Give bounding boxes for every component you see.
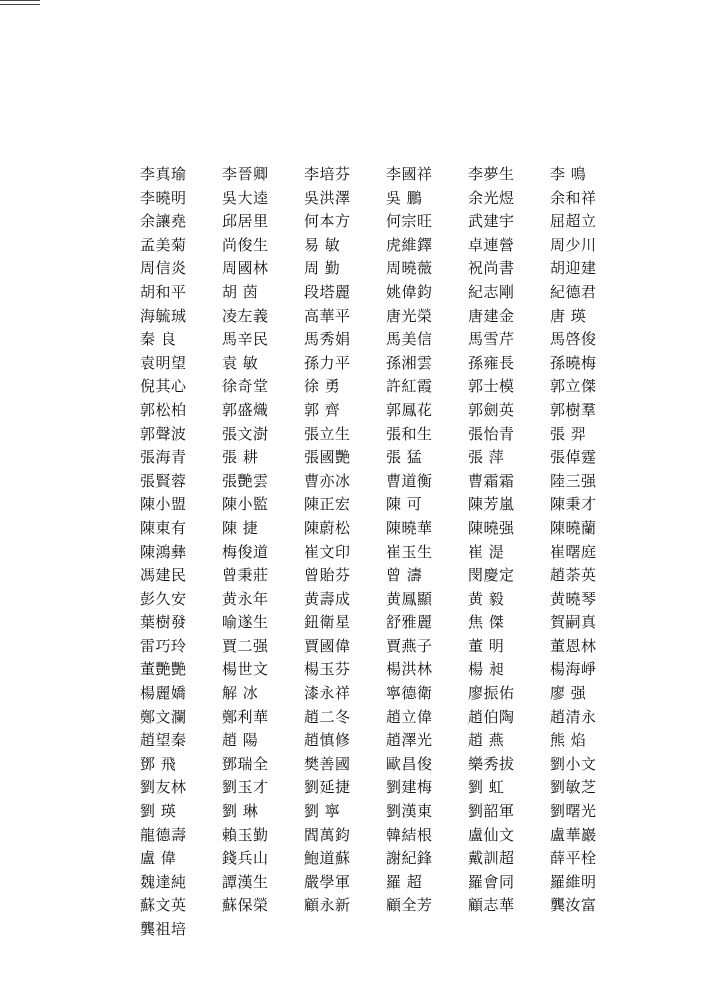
contributor-name: 馬啓俊 [550,330,597,349]
contributor-name: 郭樹羣 [550,400,597,419]
contributor-name: 劉友林 [140,778,187,797]
contributor-name: 高華平 [304,306,351,325]
contributor-name: 張和生 [386,424,433,443]
contributor-name: 龔汝富 [550,896,597,915]
contributor-name: 張 萍 [468,448,505,467]
contributor-name: 張 猛 [386,448,423,467]
contributor-name: 周少川 [550,235,597,254]
name-list-grid [140,163,632,942]
contributor-name: 秦 良 [140,330,177,349]
contributor-name: 梅俊道 [222,542,269,561]
contributor-name: 胡 茵 [222,282,259,301]
contributor-name: 段塔麗 [304,282,351,301]
contributor-name: 歐昌俊 [386,754,433,773]
contributor-name: 武建宇 [468,212,515,231]
contributor-name: 解 冰 [222,684,259,703]
contributor-name: 李真瑜 [140,165,187,183]
contributor-name: 趙立偉 [386,707,433,726]
contributor-name: 陳曉强 [468,518,515,537]
contributor-name: 羅 超 [386,872,423,891]
contributor-name: 曾貽芬 [304,566,351,585]
contributor-name: 趙望秦 [140,731,187,750]
contributor-name: 馮建民 [140,566,187,585]
contributor-name: 凌左義 [222,306,269,325]
contributor-name: 譚漢生 [222,872,269,891]
contributor-name: 鄧瑞全 [222,754,269,773]
contributor-name: 易 敏 [304,235,341,254]
contributor-name: 唐建金 [468,306,515,325]
contributor-name: 劉韶軍 [468,802,515,821]
contributor-name: 閻萬鈞 [304,825,351,844]
contributor-name: 祝尚書 [468,259,515,278]
contributor-name: 張立生 [304,424,351,443]
contributor-name: 龔祖培 [140,920,187,938]
contributor-name: 卓連營 [468,235,515,254]
contributor-name: 黄壽成 [304,589,351,608]
contributor-name: 馬秀娟 [304,330,351,349]
contributor-name: 虎維鐸 [386,235,433,254]
contributor-name: 張賢蓉 [140,471,187,490]
contributor-name: 賈國偉 [304,636,351,655]
contributor-name: 趙 陽 [222,731,259,750]
contributor-name: 陳正宏 [304,495,351,514]
contributor-name: 盧仙文 [468,825,515,844]
contributor-name: 鈕衛星 [304,613,351,632]
contributor-name: 郭盛熾 [222,400,269,419]
contributor-name: 周國林 [222,259,269,278]
contributor-name: 楊玉芬 [304,660,351,679]
scan-corner-mark [0,0,40,5]
contributor-name: 吳洪澤 [304,188,351,207]
contributor-name: 樂秀拔 [468,754,515,773]
contributor-name: 廖振佑 [468,684,515,703]
contributor-name: 廖 强 [550,684,587,703]
contributor-name: 喻遂生 [222,613,269,632]
contributor-name: 張 耕 [222,448,259,467]
contributor-name: 曹亦冰 [304,471,351,490]
contributor-name: 鄭利華 [222,707,269,726]
contributor-name: 劉延捷 [304,778,351,797]
contributor-name: 賴玉勤 [222,825,269,844]
contributor-name: 曾 濤 [386,566,423,585]
contributor-name: 顧全芳 [386,896,433,915]
contributor-name: 余和祥 [550,188,597,207]
contributor-name: 郭士模 [468,377,515,396]
contributor-name: 周 勤 [304,259,341,278]
contributor-name: 楊海崢 [550,660,597,679]
contributor-name: 趙澤光 [386,731,433,750]
contributor-name: 趙清永 [550,707,597,726]
contributor-name: 韓結根 [386,825,433,844]
contributor-name: 黄永年 [222,589,269,608]
contributor-name: 陳東有 [140,518,187,537]
contributor-name: 閔慶定 [468,566,515,585]
contributor-name: 張海青 [140,448,187,467]
contributor-name: 趙二冬 [304,707,351,726]
contributor-name: 余光煜 [468,188,515,207]
contributor-name: 雷巧玲 [140,636,187,655]
contributor-name: 劉建梅 [386,778,433,797]
contributor-name: 賀嗣真 [550,613,597,632]
contributor-name: 紀德君 [550,282,597,301]
contributor-name: 董恩林 [550,636,597,655]
contributor-name: 余讓堯 [140,212,187,231]
contributor-name: 袁 敏 [222,353,259,372]
contributor-name: 胡迎建 [550,259,597,278]
contributor-name: 海毓珹 [140,306,187,325]
contributor-name: 陳曉華 [386,518,433,537]
contributor-name: 蘇保榮 [222,896,269,915]
contributor-name: 陳 捷 [222,518,259,537]
contributor-name: 陸三强 [550,471,597,490]
contributor-name: 董 明 [468,636,505,655]
contributor-name: 陳鴻彝 [140,542,187,561]
contributor-name: 孫湘雲 [386,353,433,372]
contributor-name: 馬雪芹 [468,330,515,349]
contributor-name: 趙荼英 [550,566,597,585]
contributor-name: 盧華巖 [550,825,597,844]
contributor-name: 陳曉蘭 [550,518,597,537]
contributor-name: 張 羿 [550,424,587,443]
contributor-name: 孟美菊 [140,235,187,254]
contributor-name: 張文澍 [222,424,269,443]
contributor-name: 吳 鵬 [386,188,423,207]
contributor-name: 李夢生 [468,165,515,183]
contributor-name: 鮑道蘇 [304,849,351,868]
contributor-name: 劉漢東 [386,802,433,821]
contributor-name: 周曉薇 [386,259,433,278]
contributor-name: 崔文印 [304,542,351,561]
contributor-name: 顧志華 [468,896,515,915]
contributor-name: 孫曉梅 [550,353,597,372]
contributor-name: 崔 湜 [468,542,505,561]
contributor-name: 尚俊生 [222,235,269,254]
contributor-name: 張國艷 [304,448,351,467]
contributor-name: 龍德壽 [140,825,187,844]
contributor-name: 徐奇堂 [222,377,269,396]
contributor-name: 紀志剛 [468,282,515,301]
contributor-name: 寧德衛 [386,684,433,703]
contributor-name: 張艷雲 [222,471,269,490]
contributor-name: 曹道衡 [386,471,433,490]
contributor-name: 郭 齊 [304,400,341,419]
contributor-name: 戴訓超 [468,849,515,868]
contributor-name: 趙慎修 [304,731,351,750]
contributor-name: 崔玉生 [386,542,433,561]
contributor-name: 葉樹發 [140,613,187,632]
contributor-name: 唐 瑛 [550,306,587,325]
contributor-name: 羅維明 [550,872,597,891]
contributor-name: 劉 虹 [468,778,505,797]
contributor-name: 賈二强 [222,636,269,655]
contributor-name: 劉 琳 [222,802,259,821]
contributor-name: 劉 寧 [304,802,341,821]
contributor-name: 彭久安 [140,589,187,608]
contributor-name: 薛平栓 [550,849,597,868]
contributor-name: 黄 毅 [468,589,505,608]
contributor-name: 黄鳳顯 [386,589,433,608]
contributor-name: 邱居里 [222,212,269,231]
contributor-name: 劉小文 [550,754,597,773]
contributor-name: 楊麗嬌 [140,684,187,703]
contributor-name: 嚴學軍 [304,872,351,891]
contributor-name: 劉玉才 [222,778,269,797]
contributor-name: 周信炎 [140,259,187,278]
contributor-name: 何宗旺 [386,212,433,231]
contributor-name: 陳小監 [222,495,269,514]
contributor-name: 劉 瑛 [140,802,177,821]
contributor-name: 李晉卿 [222,165,269,183]
contributor-name: 郭聲波 [140,424,187,443]
contributor-name: 楊洪林 [386,660,433,679]
contributor-name: 李培芬 [304,165,351,183]
contributor-name: 楊 昶 [468,660,505,679]
contributor-name: 鄧 飛 [140,754,177,773]
contributor-name: 陳秉才 [550,495,597,514]
contributor-name: 何本方 [304,212,351,231]
contributor-name: 陳蔚松 [304,518,351,537]
contributor-name: 倪其心 [140,377,187,396]
contributor-name: 趙 燕 [468,731,505,750]
contributor-name: 郭鳳花 [386,400,433,419]
contributor-name: 屈超立 [550,212,597,231]
contributor-name: 舒雅麗 [386,613,433,632]
contributor-name: 漆永祥 [304,684,351,703]
contributor-name: 張怡青 [468,424,515,443]
contributor-name: 熊 焰 [550,731,587,750]
contributor-name: 張倬霆 [550,448,597,467]
contributor-name: 陳 可 [386,495,423,514]
contributor-name: 崔曙庭 [550,542,597,561]
contributor-name: 胡和平 [140,282,187,301]
contributor-name: 曹霜霜 [468,471,515,490]
contributor-name: 李曉明 [140,188,187,207]
contributor-name: 袁明望 [140,353,187,372]
contributor-name: 孫力平 [304,353,351,372]
contributor-name: 吳大逵 [222,188,269,207]
contributor-name: 謝紀鋒 [386,849,433,868]
contributor-name: 許紅霞 [386,377,433,396]
contributor-name: 唐光榮 [386,306,433,325]
contributor-name: 郭松柏 [140,400,187,419]
contributor-name: 馬美信 [386,330,433,349]
contributor-name: 魏達純 [140,872,187,891]
contributor-name: 焦 傑 [468,613,505,632]
contributor-name: 盧 偉 [140,849,177,868]
contributor-name: 姚偉鈞 [386,282,433,301]
contributor-name: 董艷艷 [140,660,187,679]
contributor-name: 顧永新 [304,896,351,915]
contributor-name: 劉曙光 [550,802,597,821]
contributor-name: 樊善國 [304,754,351,773]
contributor-name: 羅會同 [468,872,515,891]
contributor-name: 李 鳴 [550,165,587,183]
contributor-name: 楊世文 [222,660,269,679]
contributor-name: 錢兵山 [222,849,269,868]
contributor-name: 孫雍長 [468,353,515,372]
contributor-name: 郭立傑 [550,377,597,396]
contributor-name: 陳小盟 [140,495,187,514]
contributor-name: 劉敏芝 [550,778,597,797]
contributor-name: 李國祥 [386,165,433,183]
contributor-name: 陳芳嵐 [468,495,515,514]
contributor-name: 賈燕子 [386,636,433,655]
contributor-name: 馬辛民 [222,330,269,349]
contributor-name: 趙伯陶 [468,707,515,726]
contributor-name: 郭劍英 [468,400,515,419]
contributor-name: 黄曉琴 [550,589,597,608]
contributor-name: 徐 勇 [304,377,341,396]
contributor-name: 蘇文英 [140,896,187,915]
contributor-name: 曾秉莊 [222,566,269,585]
contributor-name: 鄭文瀾 [140,707,187,726]
